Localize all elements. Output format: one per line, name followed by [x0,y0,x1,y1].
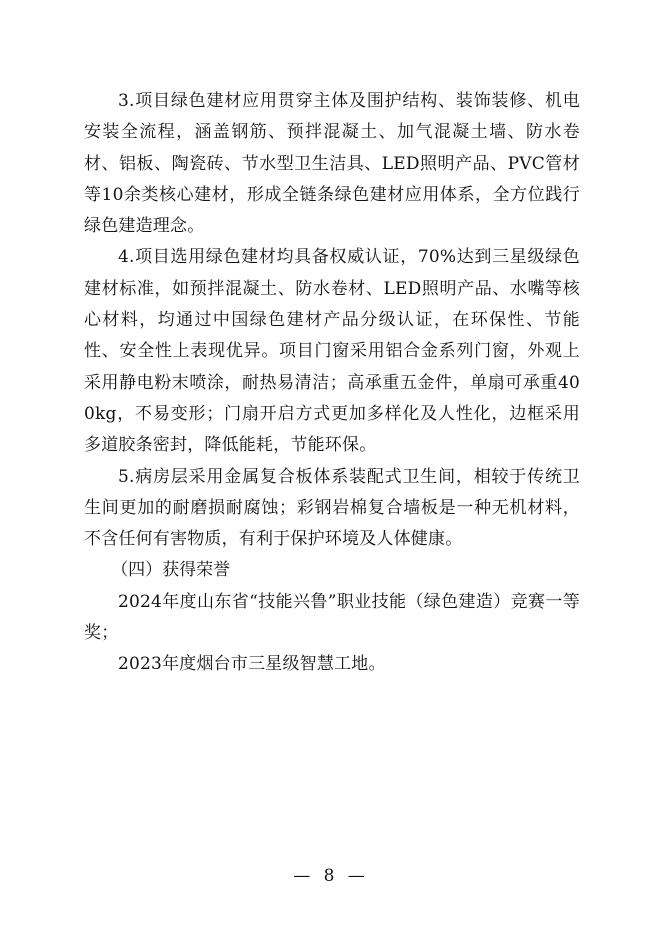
section-heading: （四）获得荣誉 [111,560,231,581]
honor-item-2023: 2023年度烟台市三星级智慧工地。 [118,654,386,675]
paragraph-item-3: 3.项目绿色建材应用贯穿主体及围护结构、装饰装修、机电安装全流程，涵盖钢筋、预拌混凝土、加气混凝土墙、防水卷材、铝板、陶瓷砖、节水型卫生洁具、LED照明产品、PVC管材等10余类核心建材，形成全链条绿色建材应用体系，全方位践行绿色建造理念。 [84,91,580,237]
honor-item-2024: 2024年度山东省“技能兴鲁”职业技能（绿色建造）竞赛一等奖； [84,591,580,644]
paragraph-item-4: 4.项目选用绿色建材均具备权威认证，70%达到三星级绿色建材标准，如预拌混凝土、防水卷材、LED照明产品、水嘴等核心材料，均通过中国绿色建材产品分级认证，在环保性、节能性、安全性上表现优异。项目门窗采用铝合金系列门窗，外观上采用静电粉末喷涂，耐热易清洁；高承重五金件，单扇可承重400kg，不易变形；门扇开启方式更加多样化及人性化，边框采用多道胶条密封，降低能耗，节能环保。 [84,247,580,456]
page-number: — 8 — [293,866,369,886]
document-body [84,86,580,681]
paragraph-item-5: 5.病房层采用金属复合板体系装配式卫生间，相较于传统卫生间更加的耐磨损耐腐蚀；彩钢岩棉复合墙板是一种无机材料，不含任何有害物质，有利于保护环境及人体健康。 [84,466,580,550]
